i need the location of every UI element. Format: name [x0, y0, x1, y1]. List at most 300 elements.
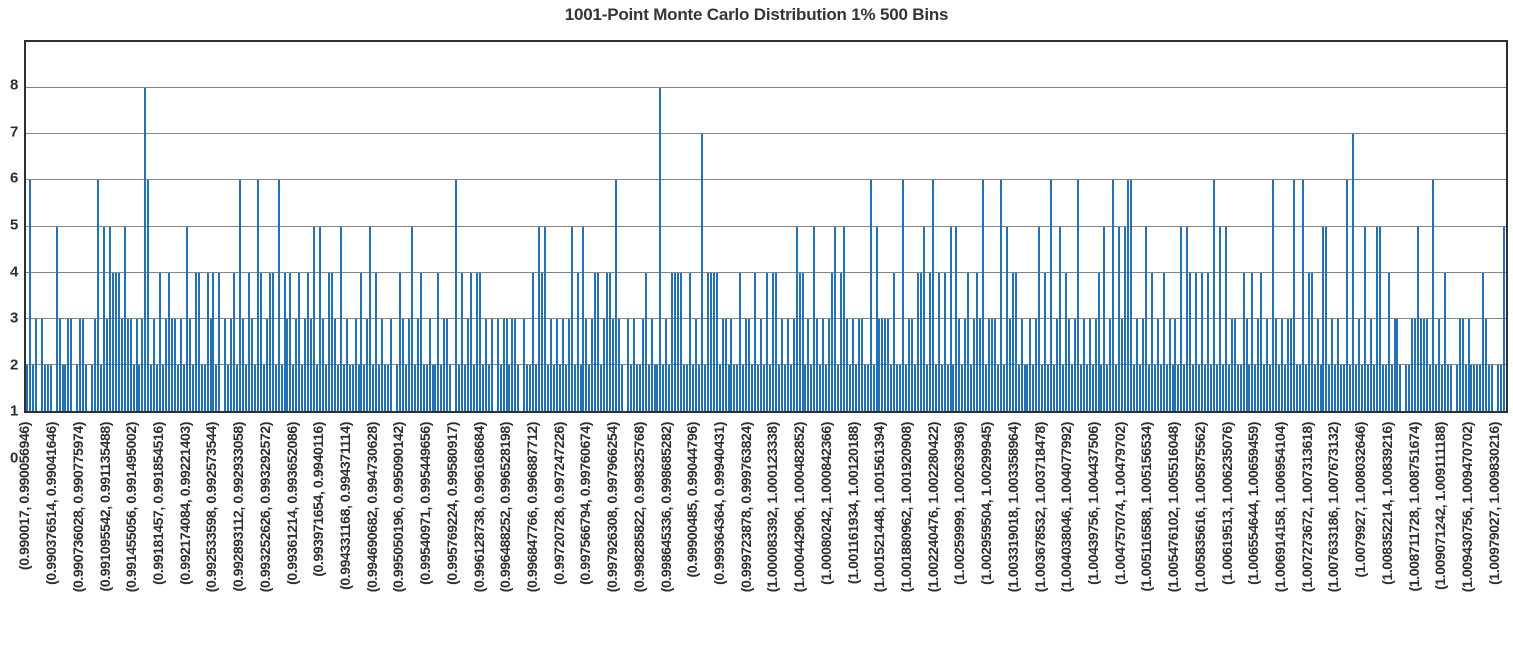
- x-tick-label: (1.000083392, 1.000123338): [764, 422, 781, 593]
- histogram-bar: [1435, 365, 1437, 411]
- histogram-bar: [85, 365, 87, 411]
- histogram-bar: [1139, 365, 1141, 411]
- histogram-bar: [935, 365, 937, 411]
- histogram-bar: [432, 365, 434, 411]
- histogram-bar: [284, 273, 286, 411]
- histogram-bar: [230, 319, 232, 411]
- histogram-bar: [1462, 319, 1464, 411]
- histogram-bar: [503, 319, 505, 411]
- histogram-bar: [1426, 319, 1428, 411]
- histogram-bar: [1251, 273, 1253, 411]
- histogram-bar: [366, 319, 368, 411]
- histogram-bar: [905, 365, 907, 411]
- histogram-bar: [976, 273, 978, 411]
- histogram-bar: [739, 273, 741, 411]
- histogram-bar: [443, 319, 445, 411]
- x-tick-label: (1.001880962, 1.001920908): [897, 422, 914, 593]
- histogram-bar: [651, 319, 653, 411]
- x-tick-label: (1.005116588, 1.005156534): [1138, 422, 1155, 592]
- histogram-bar: [177, 365, 179, 411]
- histogram-bar: [44, 365, 46, 411]
- histogram-bar: [1465, 365, 1467, 411]
- histogram-bar: [91, 365, 93, 411]
- histogram-bar: [1024, 365, 1026, 411]
- histogram-bar: [594, 273, 596, 411]
- histogram-bar: [479, 273, 481, 411]
- histogram-bar: [248, 273, 250, 411]
- histogram-bar: [275, 365, 277, 411]
- x-tick-label: (0.990017, 0.990056946): [16, 422, 33, 571]
- histogram-bar: [1062, 365, 1064, 411]
- histogram-bar: [1254, 365, 1256, 411]
- histogram-bar: [1142, 319, 1144, 411]
- histogram-bar: [1429, 365, 1431, 411]
- histogram-bar: [1021, 319, 1023, 411]
- histogram-bar: [1376, 227, 1378, 412]
- histogram-bar: [1408, 365, 1410, 411]
- histogram-bar: [947, 365, 949, 411]
- histogram-bar: [600, 365, 602, 411]
- histogram-bar: [1284, 365, 1286, 411]
- histogram-bar: [793, 319, 795, 411]
- histogram-bar: [168, 273, 170, 411]
- histogram-bar: [1213, 180, 1215, 411]
- histogram-bar: [76, 365, 78, 411]
- histogram-bar: [1083, 319, 1085, 411]
- histogram-bar: [446, 319, 448, 411]
- x-tick-label: (0.998645336, 0.998685282): [657, 422, 674, 593]
- histogram-bar: [1343, 365, 1345, 411]
- histogram-bar: [1470, 365, 1472, 411]
- histogram-bar: [298, 273, 300, 411]
- histogram-bar: [1263, 365, 1265, 411]
- histogram-bar: [639, 365, 641, 411]
- histogram-bar: [1361, 365, 1363, 411]
- histogram-bar: [618, 319, 620, 411]
- histogram-bar: [979, 319, 981, 411]
- histogram-bar: [485, 319, 487, 411]
- histogram-bar: [236, 365, 238, 411]
- histogram-bar: [455, 180, 457, 411]
- x-tick-label: (1.001161934, 1.00120188): [844, 422, 861, 585]
- histogram-bar: [141, 319, 143, 411]
- histogram-bar: [218, 273, 220, 411]
- histogram-bar: [621, 365, 623, 411]
- histogram-bar: [325, 365, 327, 411]
- histogram-bar: [64, 365, 66, 411]
- histogram-bar: [1346, 180, 1348, 411]
- histogram-bar: [100, 365, 102, 411]
- histogram-bar: [1459, 319, 1461, 411]
- histogram-bar: [754, 273, 756, 411]
- histogram-bar: [950, 227, 952, 412]
- histogram-bar: [893, 273, 895, 411]
- histogram-bar: [873, 365, 875, 411]
- histogram-bar: [864, 365, 866, 411]
- histogram-bar: [1337, 319, 1339, 411]
- histogram-bar: [1065, 273, 1067, 411]
- histogram-bar: [630, 365, 632, 411]
- histogram-bar: [535, 365, 537, 411]
- histogram-bar: [390, 319, 392, 411]
- x-tick-label: (1.001521448, 1.001561394): [871, 422, 888, 593]
- histogram-bar: [260, 273, 262, 411]
- x-tick-label: (1.004038046, 1.004077992): [1058, 422, 1075, 593]
- x-tick-label: (1.003319018, 1.003358964): [1004, 422, 1021, 593]
- y-tick-label: 3: [9, 309, 18, 327]
- x-tick-label: (0.995769224, 0.99580917): [443, 422, 460, 585]
- x-tick-label: (1.002959504, 1.00299945): [978, 422, 995, 585]
- histogram-bar: [1124, 227, 1126, 412]
- histogram-bar: [923, 227, 925, 412]
- histogram-bar: [1157, 319, 1159, 411]
- gridline-y6: [26, 133, 1506, 134]
- histogram-bar: [1006, 227, 1008, 412]
- histogram-bar: [506, 319, 508, 411]
- histogram-bar: [1503, 227, 1505, 412]
- histogram-bar: [1186, 227, 1188, 412]
- histogram-bar: [1219, 227, 1221, 412]
- histogram-bar: [210, 319, 212, 411]
- chart-title: 1001-Point Monte Carlo Distribution 1% 500 Bins: [564, 5, 949, 24]
- histogram-bar: [822, 319, 824, 411]
- x-tick-label: (0.993252626, 0.993292572): [256, 422, 273, 593]
- histogram-bar: [1491, 365, 1493, 411]
- histogram-bar: [701, 134, 703, 411]
- histogram-bar: [1287, 319, 1289, 411]
- histogram-bar: [884, 319, 886, 411]
- histogram-bar: [349, 365, 351, 411]
- histogram-bar: [112, 273, 114, 411]
- histogram-bar: [1325, 227, 1327, 412]
- histogram-bar: [174, 319, 176, 411]
- histogram-bar: [1411, 319, 1413, 411]
- histogram-bar: [867, 365, 869, 411]
- histogram-bar: [819, 365, 821, 411]
- histogram-bar: [582, 227, 584, 412]
- histogram-bar: [316, 365, 318, 411]
- histogram-bar: [136, 319, 138, 411]
- histogram-bar: [437, 273, 439, 411]
- histogram-bar: [473, 365, 475, 411]
- histogram-bar: [662, 365, 664, 411]
- histogram-bar: [1044, 273, 1046, 411]
- histogram-bar: [82, 319, 84, 411]
- histogram-bar: [414, 365, 416, 411]
- histogram-bar: [67, 319, 69, 411]
- histogram-bar: [408, 319, 410, 411]
- histogram-bar: [70, 319, 72, 411]
- y-tick-label: 1: [9, 402, 18, 420]
- histogram-bar: [1417, 227, 1419, 412]
- histogram-bar: [1278, 365, 1280, 411]
- histogram-bar: [233, 273, 235, 411]
- histogram-bar: [47, 365, 49, 411]
- histogram-bar: [1370, 319, 1372, 411]
- histogram-bar: [878, 319, 880, 411]
- x-tick-label: (0.995050196, 0.995090142): [390, 422, 407, 593]
- histogram-bar: [1473, 365, 1475, 411]
- histogram-bar: [434, 365, 436, 411]
- histogram-bar: [1041, 365, 1043, 411]
- y-tick-label: 0: [9, 449, 18, 467]
- x-tick-label: (1.00619513, 1.006235076): [1218, 422, 1235, 585]
- histogram-bar: [896, 365, 898, 411]
- histogram-bar: [1145, 227, 1147, 412]
- histogram-bar: [556, 319, 558, 411]
- histogram-bar: [207, 273, 209, 411]
- histogram-bar: [580, 365, 582, 411]
- histogram-bar: [973, 319, 975, 411]
- histogram-bar: [127, 319, 129, 411]
- histogram-bar: [1482, 273, 1484, 411]
- x-tick-label: (0.996128738, 0.996168684): [470, 422, 487, 593]
- histogram-bar: [1115, 365, 1117, 411]
- histogram-bar: [1003, 365, 1005, 411]
- histogram-bar: [813, 227, 815, 412]
- histogram-bar: [831, 273, 833, 411]
- histogram-bar: [834, 227, 836, 412]
- histogram-bar: [656, 365, 658, 411]
- histogram-bar: [609, 273, 611, 411]
- histogram-bar: [541, 273, 543, 411]
- histogram-bar: [704, 365, 706, 411]
- x-tick-label: (0.992893112, 0.992933058): [230, 422, 247, 592]
- y-tick-label: 8: [9, 76, 18, 94]
- histogram-bar: [1488, 365, 1490, 411]
- histogram-bar: [1166, 365, 1168, 411]
- histogram-bar: [106, 319, 108, 411]
- y-tick-label: 5: [9, 216, 18, 234]
- histogram-bar: [343, 365, 345, 411]
- histogram-bar: [1308, 273, 1310, 411]
- histogram-bar: [1382, 365, 1384, 411]
- histogram-bar: [1269, 365, 1271, 411]
- histogram-bar: [124, 227, 126, 412]
- histogram-bar: [1163, 273, 1165, 411]
- histogram-bar: [1183, 365, 1185, 411]
- histogram-bar: [491, 319, 493, 411]
- histogram-bar: [286, 319, 288, 411]
- histogram-bar: [310, 319, 312, 411]
- histogram-bar: [1349, 365, 1351, 411]
- histogram-bar: [159, 273, 161, 411]
- x-tick-label: (1.00979027, 1.009830216): [1485, 422, 1502, 585]
- histogram-bar: [890, 365, 892, 411]
- histogram-bar: [1071, 365, 1073, 411]
- histogram-bar: [269, 273, 271, 411]
- histogram-bar: [571, 227, 573, 412]
- histogram-bar: [674, 273, 676, 411]
- histogram-bar: [103, 227, 105, 412]
- histogram-bar: [627, 319, 629, 411]
- histogram-bar: [1192, 365, 1194, 411]
- histogram-bar: [1373, 365, 1375, 411]
- histogram-bar: [1248, 365, 1250, 411]
- histogram-bar: [32, 365, 34, 411]
- histogram-bar: [29, 180, 31, 411]
- histogram-bar: [1302, 180, 1304, 411]
- x-tick-label: (1.009430756, 1.009470702): [1458, 422, 1475, 593]
- histogram-bar: [671, 273, 673, 411]
- x-tick-label: (1.006914158, 1.006954104): [1271, 422, 1288, 593]
- x-tick-label: (0.997566794, 0.99760674): [577, 422, 594, 585]
- histogram-bar: [796, 227, 798, 412]
- histogram-bar: [198, 273, 200, 411]
- histogram-bar: [961, 365, 963, 411]
- histogram-bar: [683, 365, 685, 411]
- histogram-bar: [1018, 365, 1020, 411]
- histogram-bar: [991, 319, 993, 411]
- histogram-bar: [804, 365, 806, 411]
- histogram-bar: [1296, 365, 1298, 411]
- histogram-bar: [1299, 365, 1301, 411]
- histogram-bar: [719, 365, 721, 411]
- y-axis: [0, 76, 20, 467]
- histogram-bar: [1118, 227, 1120, 412]
- histogram-bar: [985, 365, 987, 411]
- histogram-bar: [313, 227, 315, 412]
- histogram-bar: [1497, 365, 1499, 411]
- histogram-bar: [1328, 365, 1330, 411]
- histogram-bar: [707, 273, 709, 411]
- histogram-bar: [369, 227, 371, 412]
- histogram-bar: [396, 365, 398, 411]
- histogram-bar: [1500, 365, 1502, 411]
- histogram-bar: [355, 319, 357, 411]
- y-tick-label: 4: [9, 263, 18, 280]
- histogram-bar: [1160, 365, 1162, 411]
- x-tick-label: (0.992533598, 0.992573544): [203, 422, 220, 593]
- histogram-bar: [470, 273, 472, 411]
- histogram-bar: [171, 319, 173, 411]
- histogram-bar: [1266, 319, 1268, 411]
- histogram-bar: [1109, 319, 1111, 411]
- histogram-bar: [372, 365, 374, 411]
- x-tick-label: (1.008352214, 1.00839216): [1378, 422, 1395, 585]
- histogram-bar: [574, 365, 576, 411]
- y-tick-label: 6: [9, 169, 18, 187]
- histogram-bar: [399, 273, 401, 411]
- y-tick-label: 2: [9, 356, 18, 374]
- x-tick-label: (1.005835616, 1.005875562): [1191, 422, 1208, 593]
- histogram-bar: [692, 365, 694, 411]
- histogram-bar: [917, 273, 919, 411]
- histogram-bar: [606, 273, 608, 411]
- histogram-bar: [680, 273, 682, 411]
- histogram-bar: [698, 365, 700, 411]
- histogram-bar: [56, 227, 58, 412]
- histogram-bar: [816, 319, 818, 411]
- histogram-bar: [668, 365, 670, 411]
- histogram-bar: [1201, 273, 1203, 411]
- histogram-figure: [9, 40, 1508, 663]
- histogram-bar: [1485, 319, 1487, 411]
- histogram-bar: [577, 273, 579, 411]
- histogram-bar: [1479, 365, 1481, 411]
- x-tick-label: (0.999364364, 0.99940431): [710, 422, 727, 585]
- histogram-bar: [772, 273, 774, 411]
- histogram-bar: [926, 365, 928, 411]
- histogram-bar: [550, 319, 552, 411]
- x-tick-label: (0.990376514, 0.99041646): [43, 422, 60, 585]
- histogram-bar: [529, 365, 531, 411]
- histogram-bar: [858, 319, 860, 411]
- histogram-bar: [532, 273, 534, 411]
- histogram-bar: [1391, 365, 1393, 411]
- histogram-bar: [1068, 319, 1070, 411]
- histogram-bar: [1080, 365, 1082, 411]
- histogram-bar: [1340, 365, 1342, 411]
- histogram-bar: [1174, 319, 1176, 411]
- histogram-bar: [1169, 319, 1171, 411]
- histogram-bar: [722, 319, 724, 411]
- histogram-bar: [689, 273, 691, 411]
- histogram-bar: [449, 365, 451, 411]
- histogram-bar: [118, 273, 120, 411]
- histogram-bar: [263, 365, 265, 411]
- histogram-bar: [1234, 319, 1236, 411]
- histogram-bar: [1275, 319, 1277, 411]
- histogram-bar: [62, 365, 64, 411]
- histogram-bar: [1231, 319, 1233, 411]
- histogram-bar: [1089, 319, 1091, 411]
- histogram-bar: [340, 227, 342, 412]
- histogram-bar: [728, 365, 730, 411]
- histogram-bar: [186, 227, 188, 412]
- histogram-bar: [245, 365, 247, 411]
- histogram-bar: [301, 365, 303, 411]
- histogram-bar: [775, 273, 777, 411]
- histogram-bar: [523, 319, 525, 411]
- x-tick-label: (0.998285822, 0.998325768): [630, 422, 647, 593]
- histogram-bar: [603, 319, 605, 411]
- histogram-bar: [799, 273, 801, 411]
- x-tick-label: (1.006554644, 1.00659459): [1245, 422, 1262, 585]
- histogram-bar: [964, 319, 966, 411]
- histogram-bar: [411, 227, 413, 412]
- histogram-bar: [1210, 365, 1212, 411]
- histogram-bar: [887, 319, 889, 411]
- histogram-bar: [1358, 319, 1360, 411]
- histogram-bar: [742, 365, 744, 411]
- histogram-bar: [526, 365, 528, 411]
- histogram-bar: [849, 365, 851, 411]
- histogram-bar: [192, 365, 194, 411]
- histogram-bar: [322, 319, 324, 411]
- histogram-bar: [1106, 365, 1108, 411]
- histogram-bar: [1456, 365, 1458, 411]
- histogram-bar: [405, 365, 407, 411]
- x-tick-label: (1.00259999, 1.002639936): [951, 422, 968, 585]
- histogram-bar: [1290, 319, 1292, 411]
- histogram-bar: [517, 365, 519, 411]
- histogram-bar: [375, 273, 377, 411]
- histogram-bar: [1317, 319, 1319, 411]
- x-tick-label: (1.007273672, 1.007313618): [1298, 422, 1315, 593]
- histogram-bar: [861, 319, 863, 411]
- x-tick-label: (0.992174084, 0.99221403): [176, 422, 193, 585]
- histogram-bar: [1438, 319, 1440, 411]
- histogram-bar: [153, 319, 155, 411]
- histogram-bar: [130, 319, 132, 411]
- histogram-bar: [133, 365, 135, 411]
- histogram-bar: [1414, 319, 1416, 411]
- histogram-bar: [784, 365, 786, 411]
- histogram-bar: [1012, 273, 1014, 411]
- histogram-bar: [837, 365, 839, 411]
- histogram-bar: [1293, 180, 1295, 411]
